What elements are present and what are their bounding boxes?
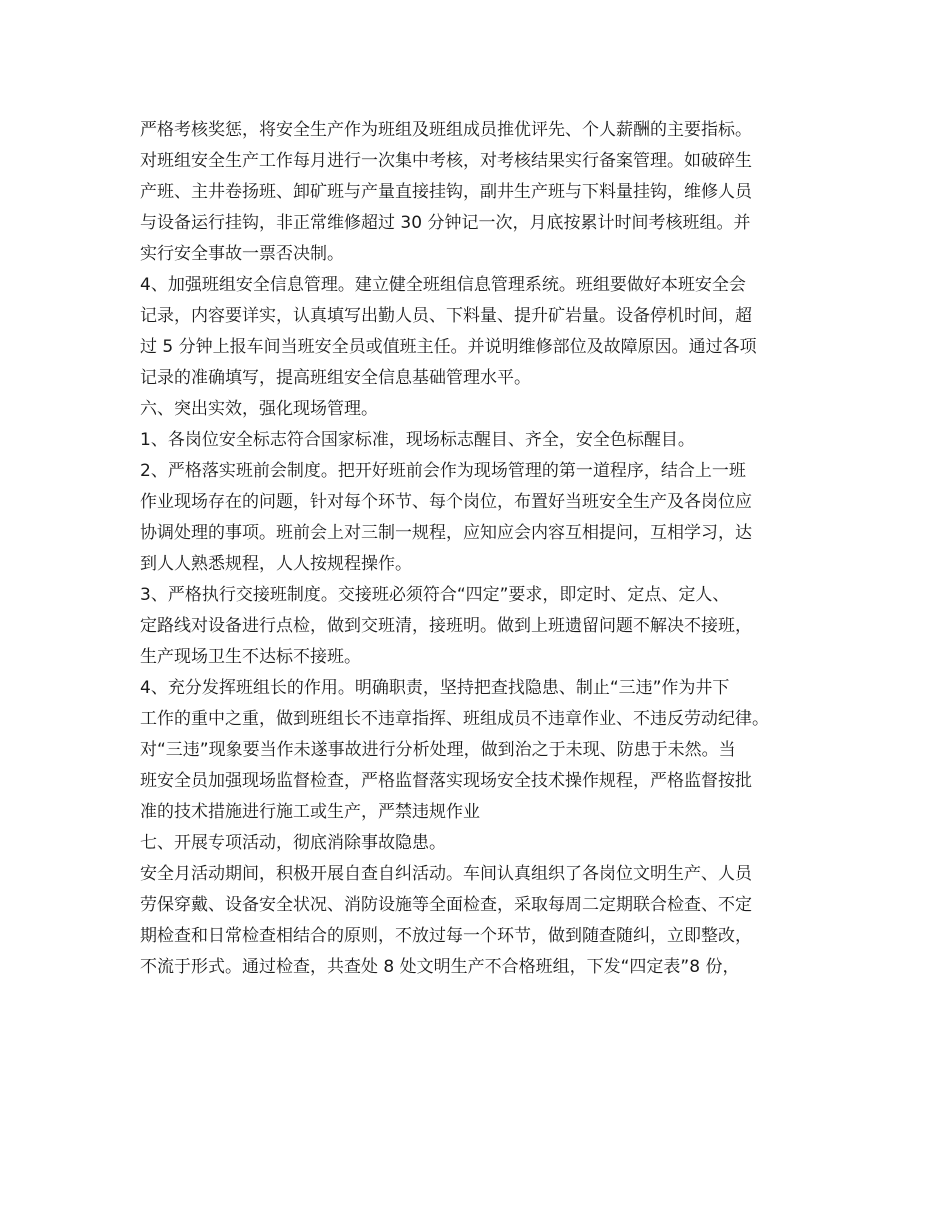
text-line: 1、各岗位安全标志符合国家标准，现场标志醒目、齐全，安全色标醒目。 xyxy=(140,430,695,450)
text-line: 对班组安全生产工作每月进行一次集中考核，对考核结果实行备案管理。如破碎生 xyxy=(140,151,752,171)
text-line: 到人人熟悉规程，人人按规程操作。 xyxy=(140,554,412,574)
text-line: 生产现场卫生不达标不接班。 xyxy=(140,647,361,667)
section-heading: 六、突出实效，强化现场管理。 xyxy=(140,399,378,419)
text-line: 2、严格落实班前会制度。把开好班前会作为现场管理的第一道程序，结合上一班 xyxy=(140,461,746,481)
text-line: 班安全员加强现场监督检查，严格监督落实现场安全技术操作规程，严格监督按批 xyxy=(140,771,752,791)
text-line: 产班、主井卷扬班、卸矿班与产量直接挂钩，副井生产班与下料量挂钩，维修人员 xyxy=(140,182,752,202)
text-line: 准的技术措施进行施工或生产，严禁违规作业 xyxy=(140,802,480,822)
text-line: 3、严格执行交接班制度。交接班必须符合“四定”要求，即定时、定点、定人、 xyxy=(140,585,730,605)
text-line: 与设备运行挂钩，非正常维修超过 30 分钟记一次，月底按累计时间考核班组。并 xyxy=(140,213,751,233)
text-line: 协调处理的事项。班前会上对三制一规程，应知应会内容互相提问，互相学习，达 xyxy=(140,523,752,543)
text-line: 定路线对设备进行点检，做到交班清，接班明。做到上班遗留问题不解决不接班， xyxy=(140,616,752,636)
text-line: 严格考核奖惩，将安全生产作为班组及班组成员推优评先、个人薪酬的主要指标。 xyxy=(140,120,752,140)
text-line: 4、加强班组安全信息管理。建立健全班组信息管理系统。班组要做好本班安全会 xyxy=(140,275,746,295)
text-line: 期检查和日常检查相结合的原则，不放过每一个环节，做到随查随纠，立即整改， xyxy=(140,926,752,946)
text-line: 安全月活动期间，积极开展自查自纠活动。车间认真组织了各岗位文明生产、人员 xyxy=(140,864,752,884)
text-line: 记录的准确填写，提高班组安全信息基础管理水平。 xyxy=(140,368,531,388)
text-line: 4、充分发挥班组长的作用。明确职责，坚持把查找隐患、制止“三违”作为井下 xyxy=(140,678,730,698)
text-line: 对“三违”现象要当作未遂事故进行分析处理，做到治之于未现、防患于未然。当 xyxy=(140,740,736,760)
section-heading: 七、开展专项活动，彻底消除事故隐患。 xyxy=(140,833,446,853)
text-line: 劳保穿戴、设备安全状况、消防设施等全面检查，采取每周二定期联合检查、不定 xyxy=(140,895,752,915)
text-line: 记录，内容要详实，认真填写出勤人员、下料量、提升矿岩量。设备停机时间，超 xyxy=(140,306,752,326)
text-line: 工作的重中之重，做到班组长不违章指挥、班组成员不违章作业、不违反劳动纪律。 xyxy=(140,709,769,729)
document-body xyxy=(140,115,840,983)
text-line: 实行安全事故一票否决制。 xyxy=(140,244,344,264)
text-line: 过 5 分钟上报车间当班安全员或值班主任。并说明维修部位及故障原因。通过各项 xyxy=(140,337,757,357)
text-line: 不流于形式。通过检查，共查处 8 处文明生产不合格班组，下发“四定表”8 份， xyxy=(140,957,740,977)
text-line: 作业现场存在的问题，针对每个环节、每个岗位，布置好当班安全生产及各岗位应 xyxy=(140,492,752,512)
